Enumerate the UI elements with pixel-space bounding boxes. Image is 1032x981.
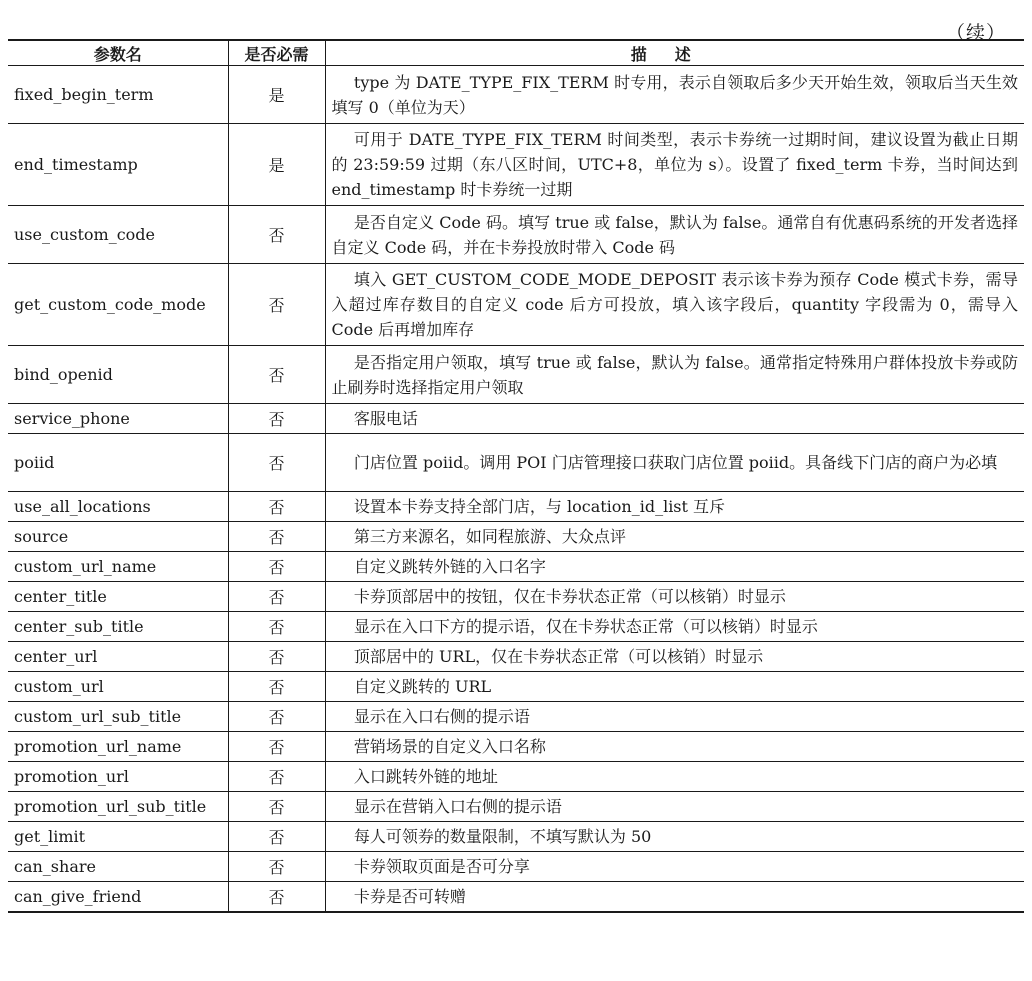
description-cell: 客服电话 bbox=[325, 404, 1024, 434]
table-row bbox=[8, 522, 1024, 552]
table-row bbox=[8, 404, 1024, 434]
table-row bbox=[8, 434, 1024, 492]
description-cell: 是否自定义 Code 码。填写 true 或 false，默认为 false。通常自有优惠码系统的开发者选择自定义 Code 码，并在卡券投放时带入 Code 码 bbox=[325, 206, 1024, 264]
table-row bbox=[8, 552, 1024, 582]
required-cell: 否 bbox=[228, 672, 325, 702]
description-cell: 卡券是否可转赠 bbox=[325, 882, 1024, 913]
required-cell: 否 bbox=[228, 612, 325, 642]
required-cell: 否 bbox=[228, 404, 325, 434]
continued-label: （续） bbox=[945, 22, 1006, 44]
table-row bbox=[8, 66, 1024, 124]
header-required: 是否必需 bbox=[228, 40, 325, 66]
table-row bbox=[8, 792, 1024, 822]
param-name-cell: custom_url_name bbox=[8, 552, 228, 582]
required-cell: 否 bbox=[228, 206, 325, 264]
description-cell: 自定义跳转外链的入口名字 bbox=[325, 552, 1024, 582]
description-cell: 设置本卡券支持全部门店，与 location_id_list 互斥 bbox=[325, 492, 1024, 522]
table-body bbox=[8, 66, 1024, 913]
required-cell: 否 bbox=[228, 492, 325, 522]
table-row bbox=[8, 852, 1024, 882]
table-row bbox=[8, 124, 1024, 206]
table-row bbox=[8, 346, 1024, 404]
table-row bbox=[8, 822, 1024, 852]
param-name-cell: promotion_url bbox=[8, 762, 228, 792]
param-name-cell: center_url bbox=[8, 642, 228, 672]
header-param-name: 参数名 bbox=[8, 40, 228, 66]
required-cell: 否 bbox=[228, 882, 325, 913]
required-cell: 否 bbox=[228, 552, 325, 582]
required-cell: 否 bbox=[228, 822, 325, 852]
required-cell: 否 bbox=[228, 732, 325, 762]
param-name-cell: center_title bbox=[8, 582, 228, 612]
table-row bbox=[8, 206, 1024, 264]
param-name-cell: bind_openid bbox=[8, 346, 228, 404]
required-cell: 否 bbox=[228, 702, 325, 732]
param-name-cell: get_custom_code_mode bbox=[8, 264, 228, 346]
required-cell: 否 bbox=[228, 434, 325, 492]
required-cell: 否 bbox=[228, 762, 325, 792]
required-cell: 否 bbox=[228, 582, 325, 612]
required-cell: 否 bbox=[228, 852, 325, 882]
description-cell: 是否指定用户领取，填写 true 或 false，默认为 false。通常指定特殊用户群体投放卡券或防止刷券时选择指定用户领取 bbox=[325, 346, 1024, 404]
param-name-cell: custom_url bbox=[8, 672, 228, 702]
description-cell: 卡券顶部居中的按钮，仅在卡券状态正常（可以核销）时显示 bbox=[325, 582, 1024, 612]
param-name-cell: use_all_locations bbox=[8, 492, 228, 522]
param-name-cell: promotion_url_sub_title bbox=[8, 792, 228, 822]
description-cell: 显示在入口下方的提示语，仅在卡券状态正常（可以核销）时显示 bbox=[325, 612, 1024, 642]
table-row bbox=[8, 882, 1024, 913]
description-cell: type 为 DATE_TYPE_FIX_TERM 时专用，表示自领取后多少天开始生效，领取后当天生效填写 0（单位为天） bbox=[325, 66, 1024, 124]
required-cell: 否 bbox=[228, 642, 325, 672]
param-name-cell: poiid bbox=[8, 434, 228, 492]
param-name-cell: center_sub_title bbox=[8, 612, 228, 642]
description-cell: 门店位置 poiid。调用 POI 门店管理接口获取门店位置 poiid。具备线下门店的商户为必填 bbox=[325, 434, 1024, 492]
param-name-cell: get_limit bbox=[8, 822, 228, 852]
description-cell: 可用于 DATE_TYPE_FIX_TERM 时间类型，表示卡券统一过期时间，建议设置为截止日期的 23:59:59 过期（东八区时间，UTC+8，单位为 s）。设置了 fixed_term 卡券，当时间达到 end_timestamp 时卡券统一过期 bbox=[325, 124, 1024, 206]
required-cell: 否 bbox=[228, 346, 325, 404]
description-cell: 填入 GET_CUSTOM_CODE_MODE_DEPOSIT 表示该卡券为预存 Code 模式卡券，需导入超过库存数目的自定义 code 后方可投放，填入该字段后，quantity 字段需为 0，需导入 Code 后再增加库存 bbox=[325, 264, 1024, 346]
table-row bbox=[8, 672, 1024, 702]
table-row bbox=[8, 702, 1024, 732]
required-cell: 否 bbox=[228, 522, 325, 552]
param-name-cell: can_share bbox=[8, 852, 228, 882]
description-cell: 卡券领取页面是否可分享 bbox=[325, 852, 1024, 882]
description-cell: 显示在入口右侧的提示语 bbox=[325, 702, 1024, 732]
required-cell: 是 bbox=[228, 66, 325, 124]
required-cell: 是 bbox=[228, 124, 325, 206]
description-cell: 显示在营销入口右侧的提示语 bbox=[325, 792, 1024, 822]
param-name-cell: service_phone bbox=[8, 404, 228, 434]
param-name-cell: can_give_friend bbox=[8, 882, 228, 913]
param-name-cell: custom_url_sub_title bbox=[8, 702, 228, 732]
description-cell: 营销场景的自定义入口名称 bbox=[325, 732, 1024, 762]
param-name-cell: fixed_begin_term bbox=[8, 66, 228, 124]
param-name-cell: promotion_url_name bbox=[8, 732, 228, 762]
header-description: 描述 bbox=[325, 40, 1024, 66]
table-row bbox=[8, 732, 1024, 762]
required-cell: 否 bbox=[228, 792, 325, 822]
required-cell: 否 bbox=[228, 264, 325, 346]
table-row bbox=[8, 264, 1024, 346]
table-row bbox=[8, 612, 1024, 642]
table-row bbox=[8, 762, 1024, 792]
description-cell: 自定义跳转的 URL bbox=[325, 672, 1024, 702]
parameter-table bbox=[8, 39, 1024, 913]
param-name-cell: use_custom_code bbox=[8, 206, 228, 264]
table-row bbox=[8, 642, 1024, 672]
description-cell: 入口跳转外链的地址 bbox=[325, 762, 1024, 792]
param-name-cell: end_timestamp bbox=[8, 124, 228, 206]
table-row bbox=[8, 492, 1024, 522]
table-header-row bbox=[8, 40, 1024, 66]
description-cell: 第三方来源名，如同程旅游、大众点评 bbox=[325, 522, 1024, 552]
description-cell: 顶部居中的 URL，仅在卡券状态正常（可以核销）时显示 bbox=[325, 642, 1024, 672]
table-row bbox=[8, 582, 1024, 612]
param-name-cell: source bbox=[8, 522, 228, 552]
description-cell: 每人可领券的数量限制，不填写默认为 50 bbox=[325, 822, 1024, 852]
